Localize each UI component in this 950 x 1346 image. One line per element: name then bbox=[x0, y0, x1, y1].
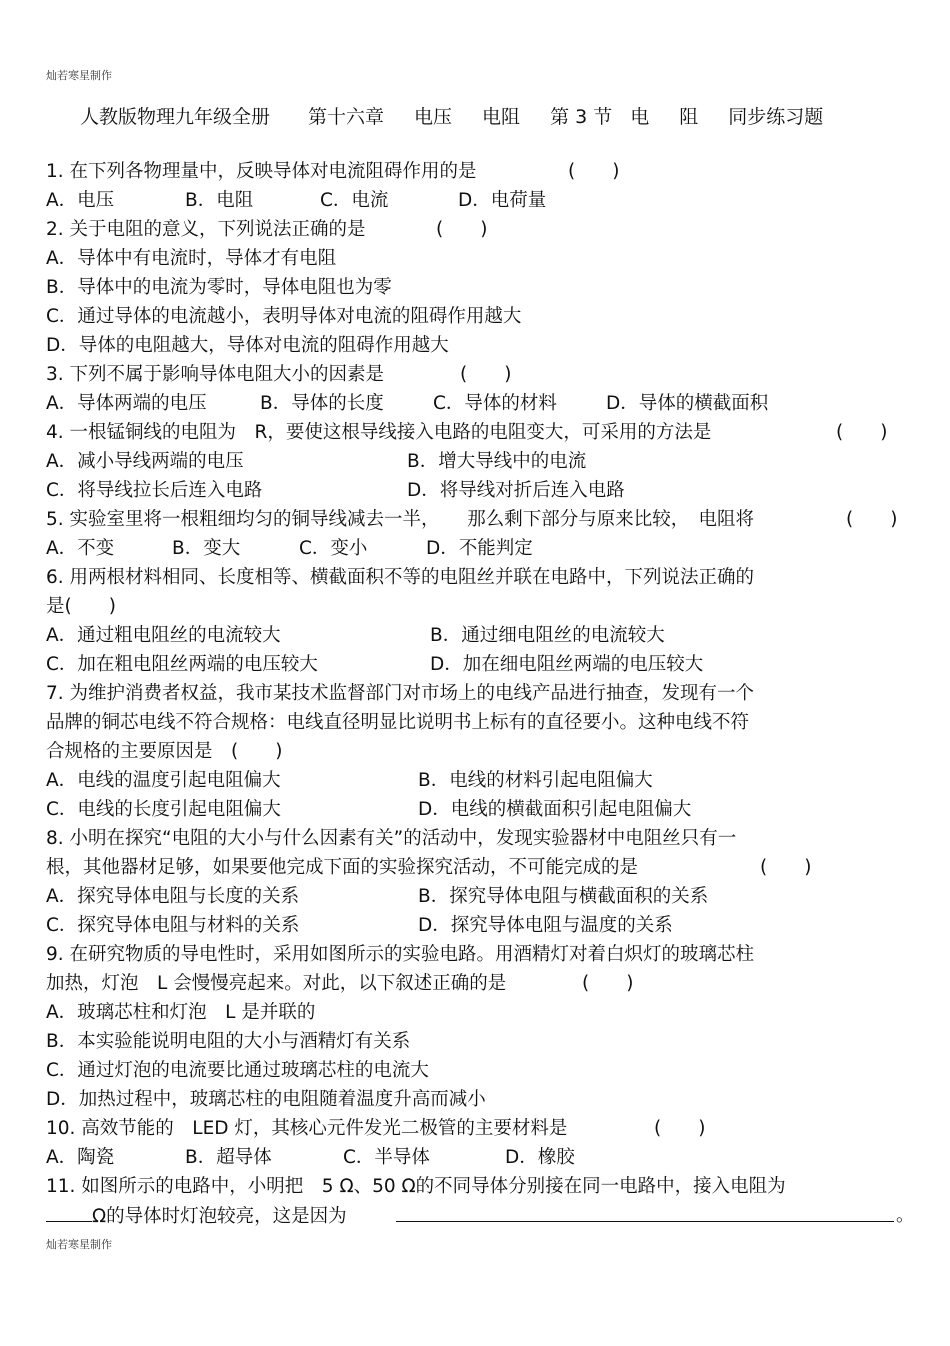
question-stem: 5. 实验室里将一根粗细均匀的铜导线减去一半， 那么剩下部分与原来比较， 电阻将 bbox=[46, 509, 755, 530]
option-b: B．本实验能说明电阻的大小与酒精灯有关系 bbox=[46, 1031, 411, 1052]
answer-bracket: ( ) bbox=[846, 509, 898, 530]
question-stem: 2. 关于电阻的意义，下列说法正确的是 bbox=[46, 219, 366, 240]
question-stem: 1. 在下列各物理量中，反映导体对电流阻碍作用的是 bbox=[46, 161, 477, 182]
header-note: 灿若寒星制作 bbox=[46, 69, 112, 82]
option-d: D．不能判定 bbox=[426, 538, 533, 559]
answer-bracket: ( ) bbox=[760, 857, 812, 878]
title-book: 人教版物理九年级全册 bbox=[80, 106, 271, 128]
question-stem: 10. 高效节能的 LED 灯，其核心元件发光二极管的主要材料是 bbox=[46, 1118, 568, 1139]
option-d: D．导体的横截面积 bbox=[606, 393, 769, 414]
option-c: C．通过灯泡的电流要比通过玻璃芯柱的电流大 bbox=[46, 1060, 429, 1081]
option-c: C．探究导体电阻与材料的关系 bbox=[46, 915, 300, 936]
question-stem: 合规格的主要原因是 ( ) bbox=[46, 741, 283, 762]
option-b: B．电线的材料引起电阻偏大 bbox=[418, 770, 653, 791]
option-b: B．增大导线中的电流 bbox=[407, 451, 587, 472]
title-word: 阻 bbox=[679, 106, 699, 128]
answer-bracket: ( ) bbox=[568, 161, 620, 182]
page-title bbox=[80, 102, 823, 129]
title-suffix: 同步练习题 bbox=[728, 106, 824, 128]
question-stem: 7. 为维护消费者权益，我市某技术监督部门对市场上的电线产品进行抽查，发现有一个 bbox=[46, 683, 755, 704]
question-stem: 4. 一根锰铜线的电阻为 R，要使这根导线接入电路的电阻变大，可采用的方法是 bbox=[46, 422, 712, 443]
question-stem: 品牌的铜芯电线不符合规格：电线直径明显比说明书上标有的直径要小。这种电线不符 bbox=[46, 712, 750, 733]
option-c: C．导体的材料 bbox=[433, 393, 557, 414]
question-stem: 9. 在研究物质的导电性时，采用如图所示的实验电路。用酒精灯对着白炽灯的玻璃芯柱 bbox=[46, 944, 755, 965]
option-a: A．电压 bbox=[46, 190, 115, 211]
option-a: A．通过粗电阻丝的电流较大 bbox=[46, 625, 281, 646]
option-a: A．电线的温度引起电阻偏大 bbox=[46, 770, 281, 791]
option-a: A．玻璃芯柱和灯泡 L 是并联的 bbox=[46, 1002, 316, 1023]
option-c: C．半导体 bbox=[343, 1147, 430, 1168]
title-section: 第 3 节 bbox=[550, 106, 613, 128]
answer-bracket: ( ) bbox=[460, 364, 512, 385]
option-b: B．电阻 bbox=[185, 190, 254, 211]
answer-bracket: ( ) bbox=[436, 219, 488, 240]
option-d: D．电线的横截面积引起电阻偏大 bbox=[418, 799, 692, 820]
option-b: B．导体的长度 bbox=[260, 393, 384, 414]
option-b: B．变大 bbox=[172, 538, 241, 559]
option-d: D．将导线对折后连入电路 bbox=[407, 480, 625, 501]
answer-bracket: ( ) bbox=[836, 422, 888, 443]
question-stem: 6. 用两根材料相同、长度相等、横截面积不等的电阻丝并联在电路中，下列说法正确的 bbox=[46, 567, 755, 588]
fill-blank-reason[interactable] bbox=[396, 1201, 894, 1231]
option-d: D．加在细电阻丝两端的电压较大 bbox=[430, 654, 704, 675]
option-a: A．不变 bbox=[46, 538, 115, 559]
period: 。 bbox=[896, 1205, 915, 1226]
option-c: C．通过导体的电流越小，表明导体对电流的阻碍作用越大 bbox=[46, 306, 522, 327]
question-stem: 3. 下列不属于影响导体电阻大小的因素是 bbox=[46, 364, 385, 385]
title-word: 电压 bbox=[414, 106, 453, 128]
option-d: D．导体的电阻越大，导体对电流的阻碍作用越大 bbox=[46, 335, 449, 356]
question-stem: 根，其他器材足够，如果要他完成下面的实验探究活动，不可能完成的是 bbox=[46, 857, 639, 878]
footer-note: 灿若寒星制作 bbox=[46, 1238, 112, 1251]
title-chapter: 第十六章 bbox=[308, 106, 385, 128]
option-d: D．探究导体电阻与温度的关系 bbox=[418, 915, 673, 936]
question-stem: 是( ) bbox=[46, 596, 116, 617]
option-d: D．加热过程中，玻璃芯柱的电阻随着温度升高而减小 bbox=[46, 1089, 486, 1110]
option-a: A．探究导体电阻与长度的关系 bbox=[46, 886, 300, 907]
option-c: C．电线的长度引起电阻偏大 bbox=[46, 799, 281, 820]
option-d: D．橡胶 bbox=[505, 1147, 575, 1168]
option-c: C．电流 bbox=[320, 190, 389, 211]
option-a: A．导体中有电流时，导体才有电阻 bbox=[46, 248, 337, 269]
answer-bracket: ( ) bbox=[582, 973, 634, 994]
option-c: C．加在粗电阻丝两端的电压较大 bbox=[46, 654, 318, 675]
option-b: B．导体中的电流为零时，导体电阻也为零 bbox=[46, 277, 392, 298]
question-stem: 11. 如图所示的电路中，小明把 5 Ω、50 Ω的不同导体分别接在同一电路中，接入电阻为 bbox=[46, 1176, 786, 1197]
question-stem: 加热，灯泡 L 会慢慢亮起来。对此，以下叙述正确的是 bbox=[46, 973, 507, 994]
option-a: A．减小导线两端的电压 bbox=[46, 451, 244, 472]
option-c: C．变小 bbox=[299, 538, 368, 559]
option-a: A．导体两端的电压 bbox=[46, 393, 207, 414]
question-stem: 8. 小明在探究“电阻的大小与什么因素有关”的活动中，发现实验器材中电阻丝只有一 bbox=[46, 828, 737, 849]
option-b: B．探究导体电阻与横截面积的关系 bbox=[418, 886, 709, 907]
option-c: C．将导线拉长后连入电路 bbox=[46, 480, 263, 501]
title-word: 电 bbox=[630, 106, 650, 128]
title-word: 电阻 bbox=[482, 106, 521, 128]
option-b: B．通过细电阻丝的电流较大 bbox=[430, 625, 665, 646]
option-a: A．陶瓷 bbox=[46, 1147, 115, 1168]
option-d: D．电荷量 bbox=[458, 190, 547, 211]
fill-blank[interactable] bbox=[46, 1201, 92, 1222]
answer-bracket: ( ) bbox=[654, 1118, 706, 1139]
question-stem: Ω的导体时灯泡较亮，这是因为 bbox=[46, 1201, 347, 1231]
option-b: B．超导体 bbox=[185, 1147, 272, 1168]
